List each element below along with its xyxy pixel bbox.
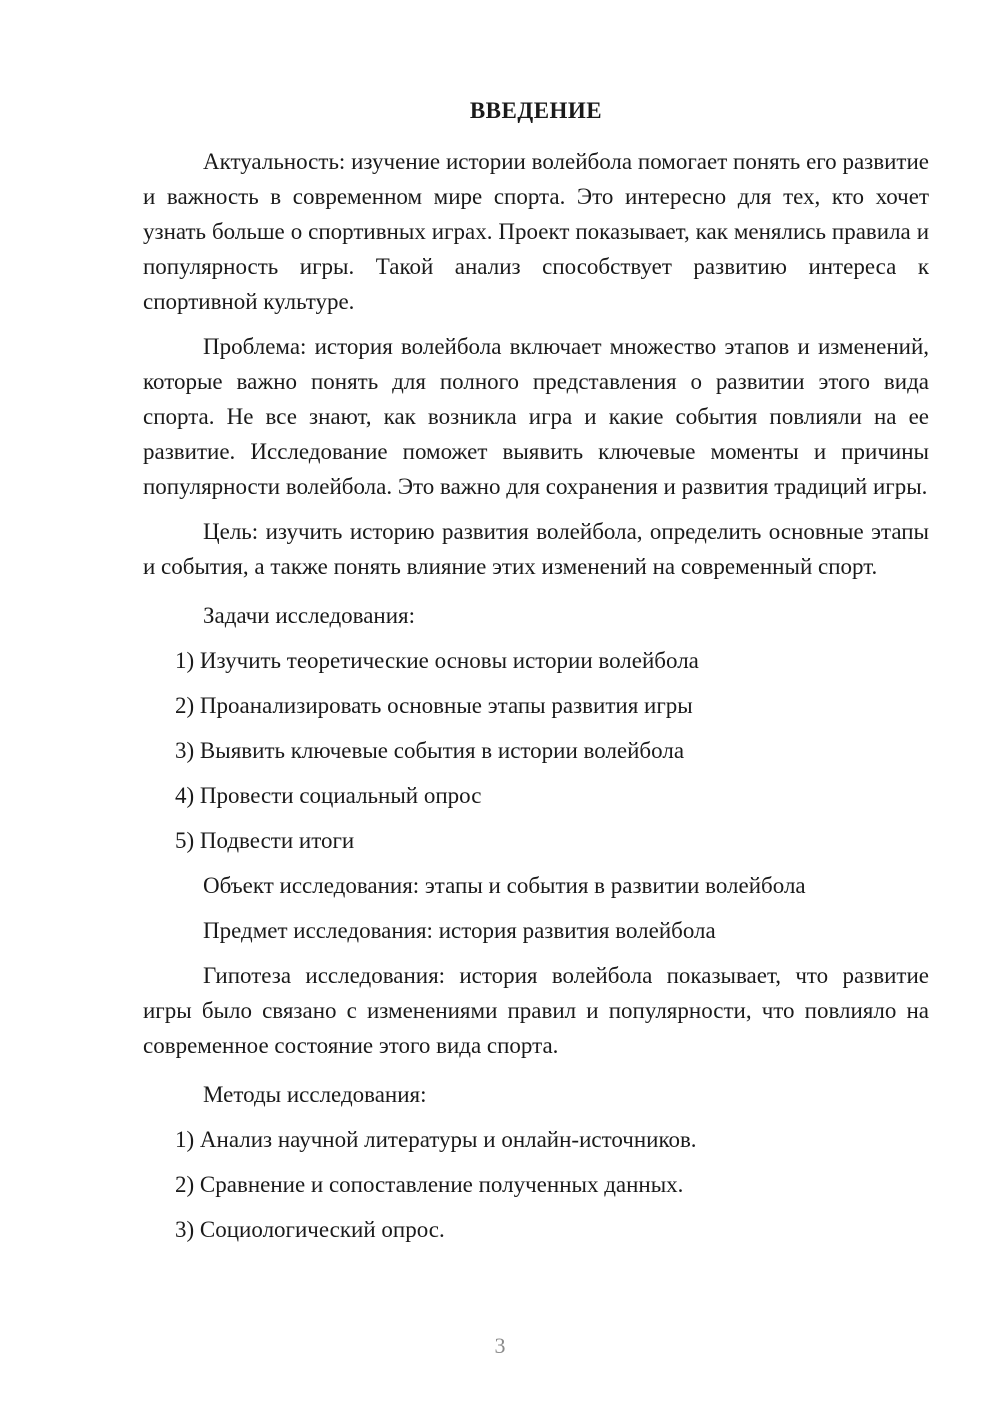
subject-paragraph: Предмет исследования: история развития волейбола [203,918,716,943]
relevance-paragraph: Актуальность: изучение истории волейбола помогает понять его развитие и важность в современном мире спорта. Это интересно для тех, кто хочет узнать больше о спортивных играх. Проект показывает, как менялись правила и популярность игры. Такой анализ способствует развитию интереса к спортивной культуре. [143,149,929,314]
task-item: 2) Проанализировать основные этапы развития игры [175,693,693,718]
task-item: 5) Подвести итоги [175,828,355,853]
object-paragraph: Объект исследования: этапы и события в развитии волейбола [203,873,806,898]
tasks-list [143,643,929,858]
methods-list [143,1122,929,1247]
problem-paragraph: Проблема: история волейбола включает множество этапов и изменений, которые важно понять для полного представления о развитии этого вида спорта. Не все знают, как возникла игра и какие события повлияли на ее развитие. Исследование поможет выявить ключевые моменты и причины популярности волейбола. Это важно для сохранения и развития традиций игры. [143,334,929,499]
task-item: 1) Изучить теоретические основы истории волейбола [175,648,699,673]
method-item: 3) Социологический опрос. [175,1217,445,1242]
hypothesis-paragraph: Гипотеза исследования: история волейбола показывает, что развитие игры было связано с изменениями правил и популярности, что повлияло на современное состояние этого вида спорта. [143,963,929,1058]
page-number: 3 [494,1333,506,1358]
method-item: 2) Сравнение и сопоставление полученных данных. [175,1172,684,1197]
method-item: 1) Анализ научной литературы и онлайн-источников. [175,1127,697,1152]
goal-paragraph: Цель: изучить историю развития волейбола, определить основные этапы и события, а также понять влияние этих изменений на современный спорт. [143,519,929,579]
task-item: 3) Выявить ключевые события в истории волейбола [175,738,685,763]
task-item: 4) Провести социальный опрос [175,783,482,808]
methods-heading: Методы исследования: [203,1082,427,1107]
section-title: ВВЕДЕНИЕ [469,98,603,123]
page-content [143,93,929,1257]
tasks-heading: Задачи исследования: [203,603,416,628]
